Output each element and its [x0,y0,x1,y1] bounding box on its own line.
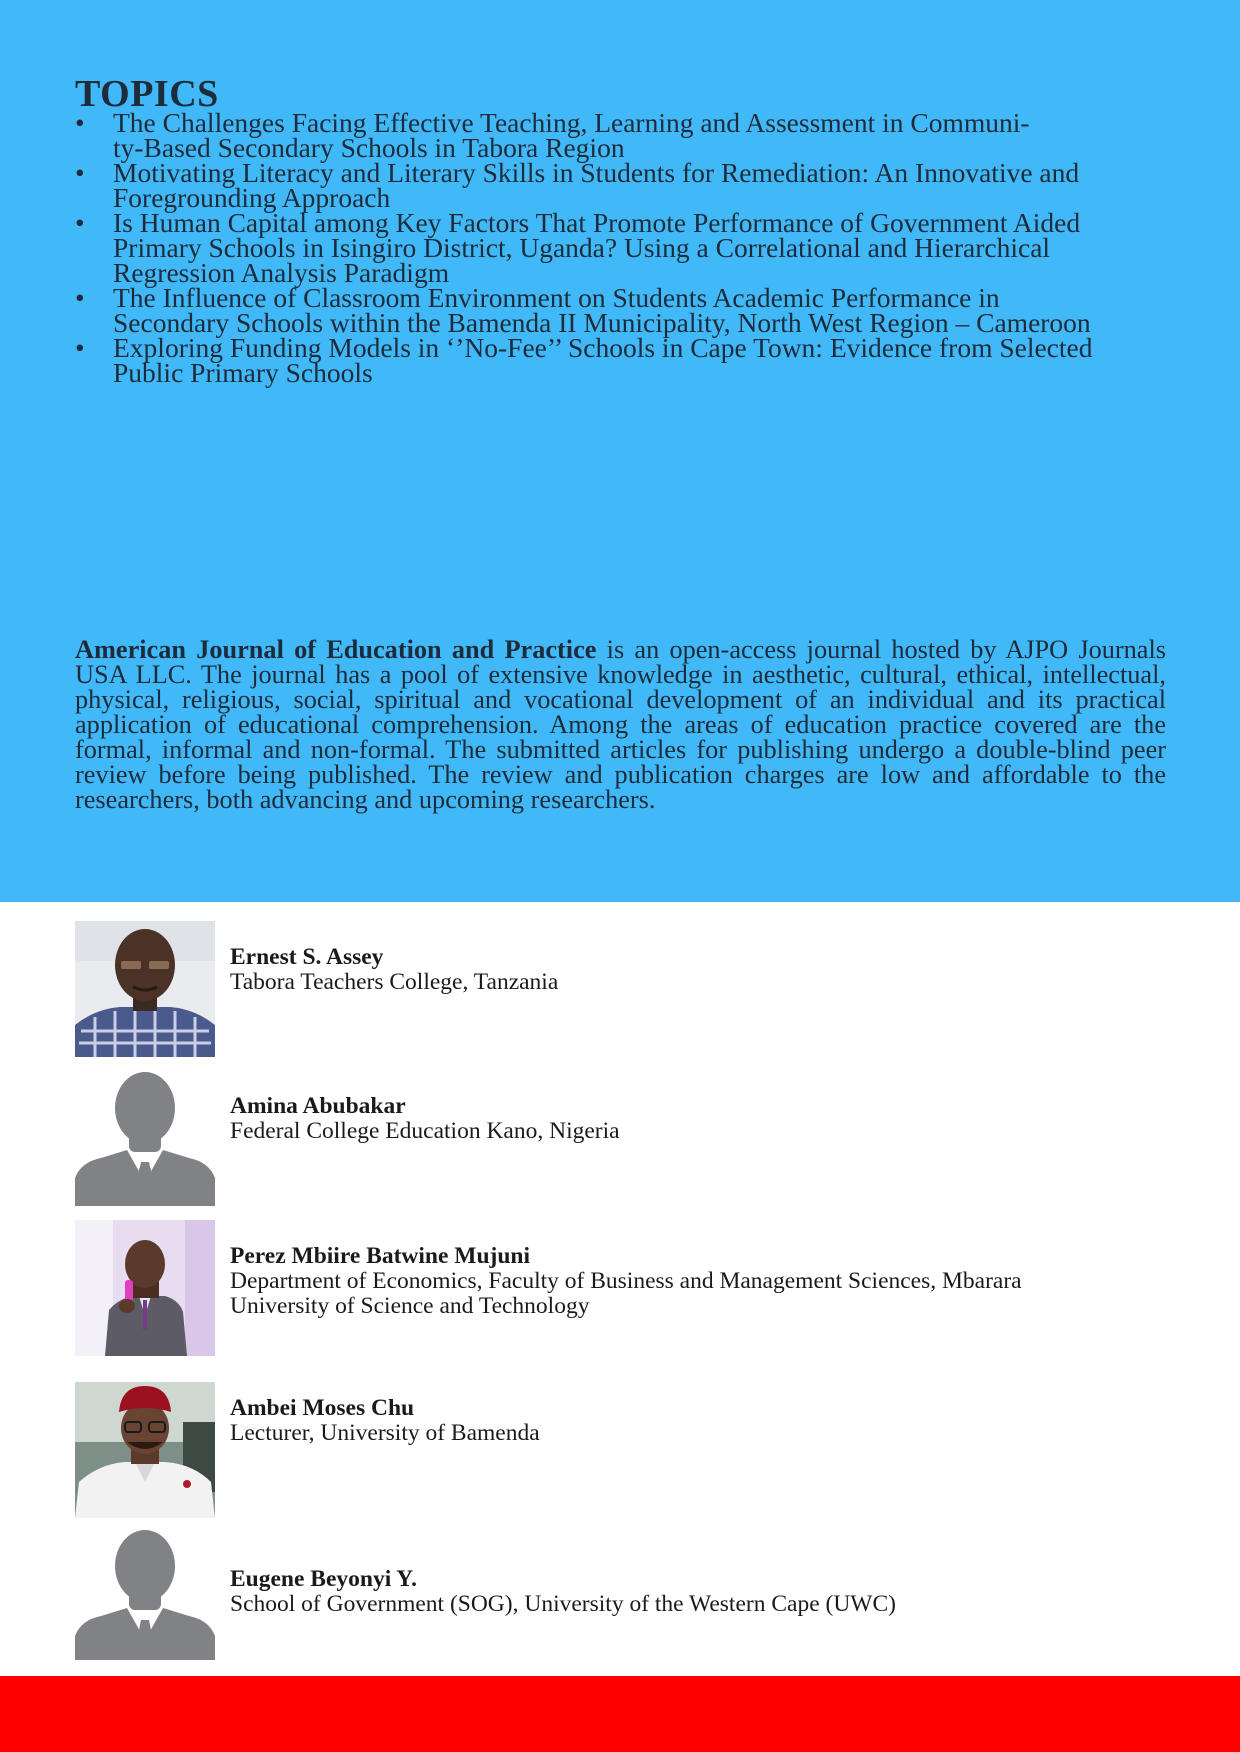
person-photo-icon [75,1220,215,1356]
topic-line: Motivating Literacy and Literary Skills in Students for Remediation: An Innovative and [113,157,1080,188]
author-card [75,1382,1175,1518]
topic-item [75,282,1175,338]
topic-item [75,332,1175,388]
author-info [230,945,1160,995]
author-photo [75,1382,215,1518]
topic-line: Foregrounding Approach [113,182,391,213]
author-affiliation: Federal College Education Kano, Nigeria [230,1118,620,1144]
author-name: Perez Mbiire Batwine Mujuni [230,1243,531,1269]
author-photo [75,1220,215,1356]
author-card [75,1524,1175,1660]
author-info [230,1567,1160,1617]
author-name: Eugene Beyonyi Y. [230,1566,417,1592]
avatar-placeholder-icon [75,1070,215,1206]
journal-name: American Journal of Education and Practice [75,635,597,664]
topic-line: Secondary Schools within the Bamenda II Municipality, North West Region – Cameroon [113,307,1091,338]
journal-description [75,637,1166,812]
person-photo-icon [75,921,215,1057]
avatar-placeholder-icon [75,1524,215,1660]
topic-item [75,107,1175,163]
journal-description-text: is an open-access journal hosted by AJPO Journals USA LLC. The journal has a pool of extensive knowledge in aesthetic, cultural, ethical, intellectual, physical, religious, social, spiritual and vocational development of an individual and its practical application of educational comprehension. Among the areas of education practice covered are the formal, informal and non-formal. The submitted articles for publishing undergo a double-blind peer review before being published. The review and publication charges are low and affordable to the researchers, both advancing and upcoming researchers. [75,635,1167,814]
author-photo [75,1524,215,1660]
author-affiliation: School of Government (SOG), University of the Western Cape (UWC) [230,1591,896,1617]
bullet-icon: • [75,157,85,188]
bullet-icon: • [75,107,85,138]
person-photo-icon [75,1382,215,1518]
author-name: Ambei Moses Chu [230,1395,415,1421]
topic-line: The Influence of Classroom Environment on Students Academic Performance in [113,282,1000,313]
topic-line: Primary Schools in Isingiro District, Uganda? Using a Correlational and Hierarchical [113,232,1051,263]
topic-line: Public Primary Schools [113,357,373,388]
author-affiliation: University of Science and Technology [230,1293,590,1319]
topics-heading: TOPICS [75,73,219,115]
topic-line: Is Human Capital among Key Factors That Promote Performance of Government Aided [113,207,1081,238]
author-name: Ernest S. Assey [230,944,384,970]
author-photo [75,1070,215,1206]
topic-item [75,207,1175,288]
author-info [230,1094,1160,1144]
author-info [230,1244,1160,1319]
topic-line: The Challenges Facing Effective Teaching, Learning and Assessment in Communi- [113,107,1030,138]
topic-item [75,157,1175,213]
author-affiliation: Department of Economics, Faculty of Business and Management Sciences, Mbarara [230,1268,1022,1294]
topic-line: ty-Based Secondary Schools in Tabora Region [113,132,625,163]
author-affiliation: Lecturer, University of Bamenda [230,1420,540,1446]
topics-list [75,107,1175,388]
author-card [75,1070,1175,1206]
author-card [75,1220,1175,1356]
topic-line: Regression Analysis Paradigm [113,257,450,288]
author-card [75,921,1175,1057]
bullet-icon: • [75,332,85,363]
author-info [230,1396,1160,1446]
author-name: Amina Abubakar [230,1093,406,1119]
bullet-icon: • [75,282,85,313]
topic-line: Exploring Funding Models in ‘’No-Fee’’ Schools in Cape Town: Evidence from Selected [113,332,1093,363]
author-photo [75,921,215,1057]
bullet-icon: • [75,207,85,238]
footer-bar [0,1676,1240,1752]
author-affiliation: Tabora Teachers College, Tanzania [230,969,559,995]
